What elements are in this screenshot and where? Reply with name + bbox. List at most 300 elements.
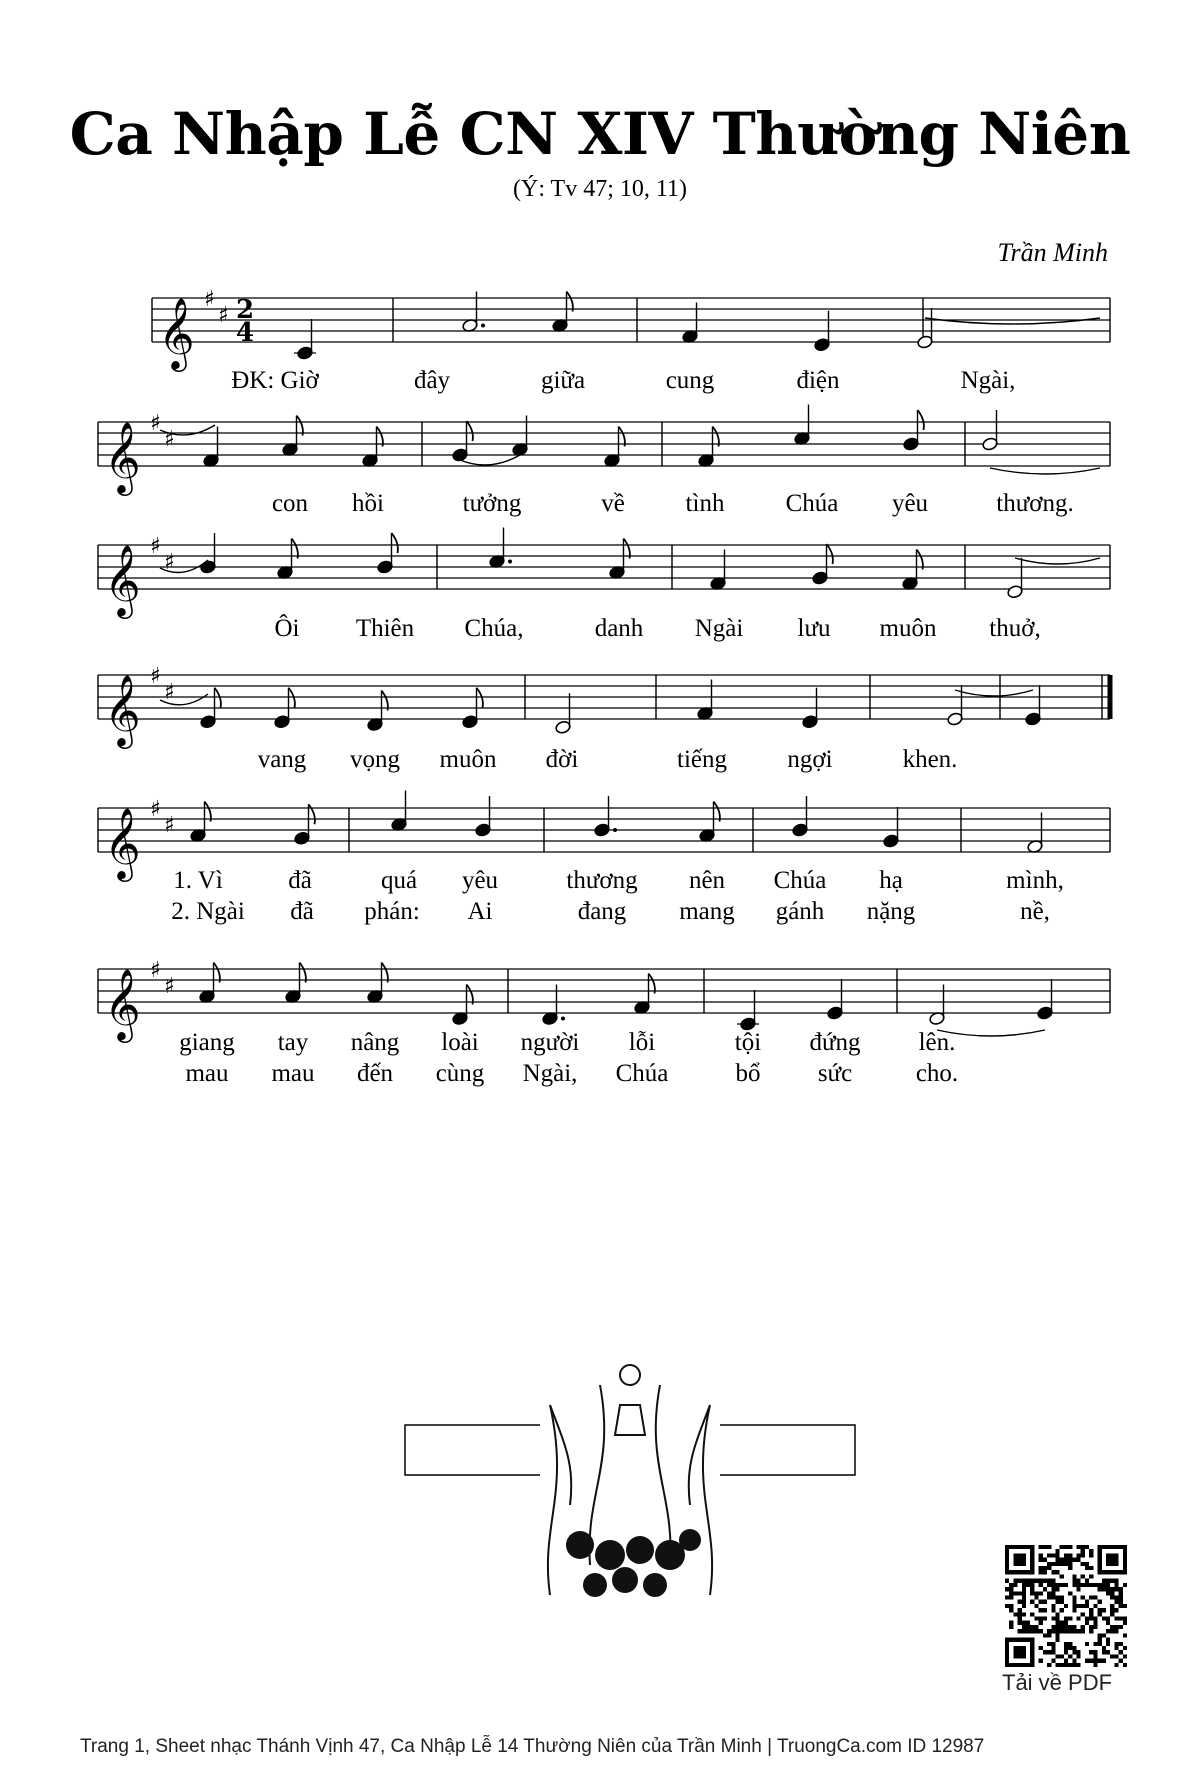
staff-system (98, 791, 1110, 926)
qr-module (1030, 1591, 1034, 1595)
qr-module (1123, 1646, 1127, 1650)
lyric-word: 2. Ngài (171, 898, 245, 925)
qr-module (1055, 1612, 1059, 1616)
qr-module (1026, 1583, 1030, 1587)
note-dot (508, 560, 512, 564)
qr-module (1043, 1558, 1047, 1562)
qr-module (1106, 1591, 1110, 1595)
treble-clef-icon: 𝄞 (104, 806, 141, 879)
lyric-word: Ngài (694, 615, 744, 642)
qr-module (1119, 1617, 1123, 1621)
qr-module (1039, 1570, 1043, 1574)
qr-module (1064, 1621, 1068, 1625)
qr-module (1060, 1545, 1064, 1549)
lyric-word: bổ (735, 1060, 761, 1087)
qr-module (1064, 1562, 1068, 1566)
qr-module (1068, 1591, 1072, 1595)
qr-module (1119, 1591, 1123, 1595)
qr-module (1051, 1553, 1055, 1557)
qr-module (1089, 1650, 1093, 1654)
lyric-word: thương (566, 867, 638, 894)
sharp-icon: ♯ (218, 303, 229, 328)
qr-module (1039, 1566, 1043, 1570)
qr-module (1030, 1612, 1034, 1616)
download-pdf-link[interactable]: Tải về PDF (1002, 1670, 1113, 1695)
lyric-word: Chúa (785, 490, 839, 517)
qr-module (1081, 1583, 1085, 1587)
qr-module (1089, 1659, 1093, 1663)
qr-module (1022, 1591, 1026, 1595)
sharp-icon: ♯ (150, 664, 161, 689)
sharp-icon: ♯ (204, 287, 215, 312)
qr-module (1055, 1595, 1059, 1599)
qr-module (1089, 1566, 1093, 1570)
qr-module (1055, 1621, 1059, 1625)
qr-module (1123, 1617, 1127, 1621)
lyric-word: con (271, 490, 309, 517)
lyric-word: đến (356, 1060, 394, 1087)
tie (955, 690, 1033, 696)
qr-module (1047, 1633, 1051, 1637)
qr-module (1093, 1659, 1097, 1663)
treble-clef-icon: 𝄞 (104, 967, 141, 1040)
lyric-word: về (601, 490, 625, 517)
lyric-word: đã (290, 898, 314, 925)
qr-module (1114, 1595, 1118, 1599)
qr-module (1077, 1604, 1081, 1608)
qr-module (1114, 1663, 1118, 1667)
qr-module (1077, 1583, 1081, 1587)
qr-module (1055, 1663, 1059, 1667)
qr-module (1072, 1650, 1076, 1654)
qr-module (1043, 1566, 1047, 1570)
qr-code-icon[interactable] (1005, 1545, 1127, 1667)
qr-module (1018, 1612, 1022, 1616)
qr-module (1072, 1558, 1076, 1562)
lyric-word: giữa (540, 367, 586, 394)
qr-module (1085, 1579, 1089, 1583)
lyric-word: Thiên (355, 615, 415, 642)
qr-module (1098, 1608, 1102, 1612)
qr-module (1039, 1553, 1043, 1557)
qr-module (1114, 1587, 1118, 1591)
treble-clef-icon: 𝄞 (104, 673, 141, 746)
qr-module (1051, 1562, 1055, 1566)
qr-module (1051, 1659, 1055, 1663)
qr-module (1051, 1591, 1055, 1595)
qr-module (1089, 1553, 1093, 1557)
qr-module (1072, 1629, 1076, 1633)
qr-module (1119, 1587, 1123, 1591)
qr-module (1072, 1659, 1076, 1663)
qr-module (1106, 1638, 1110, 1642)
qr-module (1077, 1629, 1081, 1633)
qr-module (1047, 1562, 1051, 1566)
lyric-word: giang (179, 1029, 235, 1056)
qr-module (1030, 1600, 1034, 1604)
qr-module (1072, 1663, 1076, 1667)
qr-module (1068, 1562, 1072, 1566)
qr-module (1106, 1617, 1110, 1621)
qr-module (1089, 1617, 1093, 1621)
qr-module (1030, 1629, 1034, 1633)
qr-module (1051, 1570, 1055, 1574)
qr-module (1060, 1562, 1064, 1566)
lyric-word: thương. (996, 490, 1074, 517)
qr-module (1085, 1545, 1089, 1549)
qr-module (1055, 1553, 1059, 1557)
qr-module (1098, 1583, 1102, 1587)
note-flag (392, 533, 398, 553)
qr-module (1114, 1642, 1118, 1646)
qr-module (1110, 1591, 1114, 1595)
qr-module (1068, 1642, 1072, 1646)
qr-module (1098, 1633, 1102, 1637)
qr-module (1102, 1587, 1106, 1591)
qr-module (1102, 1633, 1106, 1637)
sharp-icon: ♯ (150, 534, 161, 559)
sharp-icon: ♯ (150, 958, 161, 983)
qr-module (1110, 1579, 1114, 1583)
qr-module (1051, 1650, 1055, 1654)
qr-module (1093, 1621, 1097, 1625)
qr-module (1068, 1617, 1072, 1621)
qr-module (1068, 1558, 1072, 1562)
qr-module (1106, 1579, 1110, 1583)
lyric-word: Chúa, (464, 615, 524, 642)
qr-module (1009, 1591, 1013, 1595)
qr-module (1047, 1642, 1051, 1646)
lyric-word: mình, (1006, 867, 1064, 894)
qr-module (1106, 1629, 1110, 1633)
qr-module (1072, 1646, 1076, 1650)
qr-module (1009, 1608, 1013, 1612)
qr-module (1123, 1621, 1127, 1625)
qr-module (1022, 1629, 1026, 1633)
qr-module (1026, 1621, 1030, 1625)
qr-module (1114, 1646, 1118, 1650)
qr-module (1030, 1587, 1034, 1591)
lyric-word: Chúa (615, 1060, 669, 1087)
lyric-word: lưu (797, 615, 831, 642)
qr-module (1081, 1545, 1085, 1549)
qr-module (1114, 1617, 1118, 1621)
qr-module (1093, 1625, 1097, 1629)
qr-module (1047, 1583, 1051, 1587)
qr-module (1034, 1591, 1038, 1595)
lyric-word: Ngài, (522, 1060, 578, 1087)
qr-module (1081, 1612, 1085, 1616)
qr-module (1064, 1642, 1068, 1646)
qr-module (1110, 1654, 1114, 1658)
qr-module (1018, 1621, 1022, 1625)
qr-module (1039, 1621, 1043, 1625)
time-signature-bottom: 4 (236, 318, 255, 348)
qr-module (1009, 1621, 1013, 1625)
lyric-word: nên (688, 867, 726, 894)
treble-clef-icon: 𝄞 (158, 296, 195, 369)
qr-module (1072, 1595, 1076, 1599)
lyric-word: đứng (809, 1029, 861, 1056)
lyric-word: quá (380, 867, 418, 894)
qr-module (1119, 1650, 1123, 1654)
staff-system (98, 405, 1110, 518)
qr-module (1034, 1625, 1038, 1629)
treble-clef-icon: 𝄞 (104, 420, 141, 493)
qr-module (1047, 1595, 1051, 1599)
qr-module (1051, 1579, 1055, 1583)
note-flag (467, 421, 473, 441)
qr-module (1026, 1579, 1030, 1583)
lyric-word: vang (257, 746, 307, 773)
lyric-word: Ai (467, 898, 493, 925)
qr-finder (1013, 1553, 1026, 1566)
qr-module (1043, 1650, 1047, 1654)
qr-module (1110, 1625, 1114, 1629)
qr-finder (1106, 1553, 1119, 1566)
lyric-word: loài (441, 1029, 479, 1056)
lyric-word: hạ (879, 867, 903, 894)
qr-module (1009, 1587, 1013, 1591)
qr-module (1093, 1595, 1097, 1599)
note-flag (309, 804, 315, 824)
qr-module (1089, 1574, 1093, 1578)
qr-module (1013, 1612, 1017, 1616)
qr-module (1043, 1633, 1047, 1637)
qr-module (1030, 1583, 1034, 1587)
qr-module (1039, 1591, 1043, 1595)
qr-module (1039, 1608, 1043, 1612)
qr-module (1047, 1553, 1051, 1557)
qr-module (1018, 1608, 1022, 1612)
qr-module (1114, 1629, 1118, 1633)
qr-module (1110, 1587, 1114, 1591)
time-signature-top: 2 (236, 295, 255, 325)
qr-module (1022, 1587, 1026, 1591)
lyric-word: tội (734, 1029, 762, 1056)
qr-module (1064, 1629, 1068, 1633)
qr-module (1009, 1595, 1013, 1599)
qr-module (1022, 1595, 1026, 1599)
staff-system (98, 664, 1110, 773)
qr-module (1110, 1604, 1114, 1608)
qr-module (1022, 1583, 1026, 1587)
qr-module (1064, 1663, 1068, 1667)
qr-module (1055, 1654, 1059, 1658)
qr-module (1039, 1659, 1043, 1663)
qr-module (1102, 1608, 1106, 1612)
qr-module (1013, 1583, 1017, 1587)
qr-module (1089, 1625, 1093, 1629)
qr-module (1060, 1558, 1064, 1562)
qr-module (1119, 1642, 1123, 1646)
qr-module (1077, 1558, 1081, 1562)
qr-module (1114, 1608, 1118, 1612)
qr-module (1043, 1608, 1047, 1612)
qr-module (1055, 1570, 1059, 1574)
qr-module (1051, 1617, 1055, 1621)
composer-name: Trần Minh (997, 238, 1108, 267)
qr-module (1102, 1646, 1106, 1650)
qr-module (1051, 1629, 1055, 1633)
qr-module (1055, 1629, 1059, 1633)
lyric-word: 1. Vì (173, 867, 223, 894)
qr-module (1039, 1646, 1043, 1650)
qr-module (1093, 1642, 1097, 1646)
illustration-image (400, 1345, 860, 1605)
qr-module (1068, 1566, 1072, 1570)
qr-module (1085, 1659, 1089, 1663)
qr-module (1064, 1646, 1068, 1650)
qr-module (1060, 1574, 1064, 1578)
qr-module (1018, 1629, 1022, 1633)
qr-module (1018, 1579, 1022, 1583)
qr-module (1047, 1629, 1051, 1633)
qr-module (1093, 1604, 1097, 1608)
qr-module (1009, 1625, 1013, 1629)
qr-module (1123, 1654, 1127, 1658)
qr-module (1123, 1663, 1127, 1667)
qr-module (1081, 1625, 1085, 1629)
qr-module (1060, 1625, 1064, 1629)
lyric-word: muôn (439, 746, 497, 773)
staff-system (98, 528, 1110, 643)
qr-module (1030, 1625, 1034, 1629)
qr-module (1055, 1638, 1059, 1642)
lyric-word: người (520, 1029, 580, 1056)
qr-module (1106, 1587, 1110, 1591)
qr-module (1047, 1591, 1051, 1595)
qr-module (1085, 1621, 1089, 1625)
qr-module (1081, 1595, 1085, 1599)
qr-module (1039, 1600, 1043, 1604)
qr-module (1034, 1617, 1038, 1621)
qr-module (1068, 1663, 1072, 1667)
sharp-icon: ♯ (164, 550, 175, 575)
tie (925, 318, 1100, 324)
qr-module (1106, 1621, 1110, 1625)
qr-module (1081, 1574, 1085, 1578)
lyric-word: nặng (866, 898, 916, 925)
note-dot (613, 828, 617, 832)
staff-system (152, 287, 1110, 394)
sharp-icon: ♯ (164, 427, 175, 452)
qr-module (1072, 1574, 1076, 1578)
qr-module (1093, 1654, 1097, 1658)
qr-module (1039, 1617, 1043, 1621)
qr-module (1089, 1549, 1093, 1553)
lyric-word: Ôi (274, 615, 300, 642)
lyric-word: hồi (352, 490, 384, 517)
qr-module (1077, 1545, 1081, 1549)
qr-module (1077, 1553, 1081, 1557)
lyric-word: tưởng (462, 490, 522, 517)
qr-module (1123, 1633, 1127, 1637)
qr-module (1064, 1617, 1068, 1621)
qr-module (1005, 1579, 1009, 1583)
qr-module (1102, 1617, 1106, 1621)
qr-module (1051, 1587, 1055, 1591)
qr-module (1085, 1566, 1089, 1570)
qr-module (1022, 1621, 1026, 1625)
qr-module (1051, 1595, 1055, 1599)
qr-module (1093, 1617, 1097, 1621)
qr-module (1114, 1579, 1118, 1583)
qr-module (1005, 1595, 1009, 1599)
lyric-word: mang (679, 898, 735, 925)
qr-module (1114, 1625, 1118, 1629)
lyric-word: nâng (350, 1029, 400, 1056)
song-title: Ca Nhập Lễ CN XIV Thường Niên (69, 100, 1131, 168)
lyric-word: đã (288, 867, 312, 894)
qr-module (1043, 1570, 1047, 1574)
qr-module (1085, 1642, 1089, 1646)
qr-module (1060, 1600, 1064, 1604)
qr-module (1077, 1663, 1081, 1667)
qr-module (1047, 1566, 1051, 1570)
qr-module (1106, 1583, 1110, 1587)
qr-module (1064, 1625, 1068, 1629)
qr-module (1114, 1600, 1118, 1604)
treble-clef-icon: 𝄞 (104, 543, 141, 616)
qr-module (1110, 1595, 1114, 1599)
lyric-word: lỗi (628, 1029, 656, 1056)
qr-module (1060, 1654, 1064, 1658)
qr-module (1081, 1549, 1085, 1553)
qr-module (1068, 1629, 1072, 1633)
qr-module (1114, 1654, 1118, 1658)
qr-module (1089, 1612, 1093, 1616)
lyric-word: mau (271, 1060, 315, 1087)
qr-module (1077, 1650, 1081, 1654)
qr-module (1098, 1638, 1102, 1642)
qr-module (1123, 1604, 1127, 1608)
lyric-word: danh (594, 615, 644, 642)
qr-module (1064, 1650, 1068, 1654)
page-footer: Trang 1, Sheet nhạc Thánh Vịnh 47, Ca Nhập Lễ 14 Thường Niên của Trần Minh | TruongCa.com ID 12987 (80, 1736, 985, 1757)
qr-module (1043, 1587, 1047, 1591)
qr-module (1060, 1663, 1064, 1667)
qr-module (1047, 1663, 1051, 1667)
qr-module (1055, 1558, 1059, 1562)
qr-module (1022, 1600, 1026, 1604)
lyric-word: khen. (902, 746, 958, 773)
song-subtitle: (Ý: Tv 47; 10, 11) (513, 176, 687, 202)
qr-module (1081, 1553, 1085, 1557)
qr-module (1102, 1583, 1106, 1587)
qr-module (1089, 1583, 1093, 1587)
qr-module (1018, 1600, 1022, 1604)
qr-module (1110, 1629, 1114, 1633)
qr-module (1098, 1612, 1102, 1616)
lyric-word: tay (277, 1029, 309, 1056)
qr-module (1119, 1625, 1123, 1629)
qr-module (1051, 1583, 1055, 1587)
qr-module (1089, 1595, 1093, 1599)
qr-module (1039, 1545, 1043, 1549)
qr-module (1068, 1625, 1072, 1629)
qr-module (1047, 1545, 1051, 1549)
tie (1015, 558, 1100, 564)
note-flag (477, 688, 483, 708)
qr-module (1060, 1621, 1064, 1625)
qr-module (1018, 1591, 1022, 1595)
sharp-icon: ♯ (150, 411, 161, 436)
qr-module (1022, 1612, 1026, 1616)
qr-module (1013, 1579, 1017, 1583)
qr-module (1039, 1558, 1043, 1562)
qr-module (1072, 1625, 1076, 1629)
